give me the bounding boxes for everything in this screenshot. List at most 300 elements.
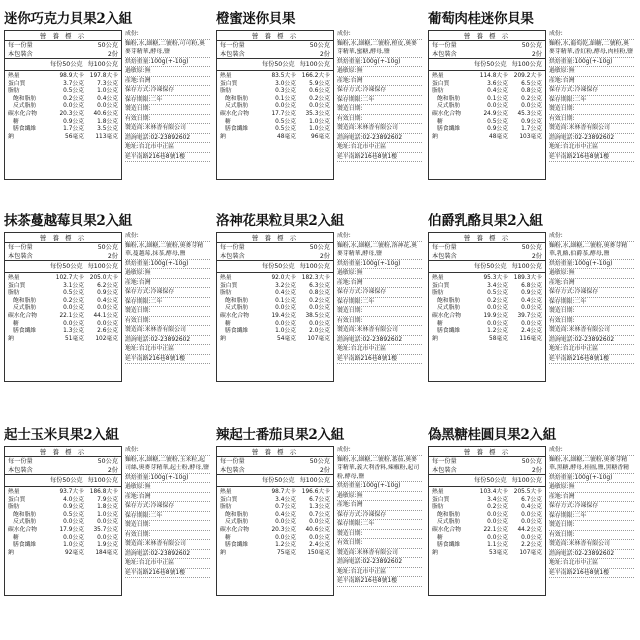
nutrient-per-100g: 0.0公克 (521, 305, 542, 312)
nutrient-per-100g: 102毫克 (95, 335, 118, 342)
product-title: 偽黑糖桂圓貝果2入組 (428, 427, 556, 443)
nutrient-per-serving: 0.0公克 (63, 320, 84, 327)
per-pack-label: 本包裝含 (220, 51, 245, 58)
nutrient-per-100g: 0.9公克 (521, 290, 542, 297)
column-per-100g: 每100公克 (87, 477, 118, 484)
per-pack-value: 2份 (319, 51, 330, 58)
nutrient-per-serving: 3.7公克 (63, 80, 84, 87)
nutrient-per-serving: 0.7公克 (275, 504, 296, 511)
info-line: 有效日期: (549, 531, 634, 541)
column-per-serving: 每份50公克 (50, 477, 83, 484)
info-line: 麵粉,水,細糖,二號粉,玉米粒,起司絲,奧麥芽精華,起士粉,酵母,鹽 (125, 456, 210, 474)
nutrient-row (429, 134, 545, 142)
nutrient-per-serving: 3.1公克 (63, 282, 84, 289)
nutrient-per-100g: 6.2公克 (97, 282, 118, 289)
nutrient-list (217, 487, 333, 557)
nutrient-name: 糖 (437, 320, 443, 327)
per-pack-value: 2份 (531, 253, 542, 260)
column-per-100g: 每100公克 (511, 61, 542, 68)
nutrient-name: 脂肪 (220, 290, 232, 297)
nutrient-per-serving: 0.9公克 (63, 118, 84, 125)
product-info (549, 30, 634, 180)
info-line: 保存方式:冷凍保存 (125, 288, 210, 298)
nutrient-per-100g: 197.8大卡 (89, 73, 118, 79)
nutrient-per-100g: 6.8公克 (521, 282, 542, 289)
nutrient-per-100g: 0.4公克 (97, 297, 118, 304)
nutrient-per-serving: 95.3大卡 (483, 275, 508, 281)
nutrient-per-serving: 0.0公克 (275, 519, 296, 526)
nutrient-row (217, 290, 333, 298)
nutrient-name: 膳食纖維 (437, 328, 461, 335)
nutrient-row (5, 336, 121, 344)
info-line: 製造商:米林香有限公司 (337, 326, 422, 336)
nutrient-row (217, 313, 333, 321)
nutrient-per-100g: 2.2公克 (521, 542, 542, 549)
product-label (4, 424, 210, 600)
nutrient-name: 飽和脂肪 (225, 95, 249, 102)
column-per-100g: 每100公克 (511, 477, 542, 484)
per-pack-label: 本包裝含 (8, 253, 33, 260)
nutrient-row (5, 88, 121, 96)
info-line: 保存期限:二年 (337, 520, 422, 530)
nutrient-name: 熱量 (220, 275, 232, 281)
info-line: 延平南路216巷8號1樓 (549, 569, 634, 579)
nutrient-per-serving: 102.7大卡 (55, 275, 84, 281)
product-title: 伯爵乳酪貝果2入組 (428, 213, 543, 229)
nutrient-name: 脂肪 (8, 88, 20, 95)
nutrient-per-100g: 0.0公克 (309, 305, 330, 312)
label-panel (216, 446, 422, 596)
product-label (216, 210, 422, 386)
info-line: 烘焙重量:100g(+-10g) (337, 482, 422, 492)
nutrient-per-serving: 0.0公克 (487, 320, 508, 327)
nutrient-name: 熱量 (8, 489, 20, 495)
info-line: 麵粉,水,細糖,二號粉,橙皮,奧麥芽精華,蜜糖,酵母,鹽 (337, 40, 422, 58)
nutrient-per-serving: 0.2公克 (63, 297, 84, 304)
nutrient-row (5, 519, 121, 527)
serving-size-row (429, 457, 545, 466)
nutrient-row (429, 328, 545, 336)
nutrient-per-100g: 0.9公克 (97, 290, 118, 297)
servings-per-pack-row (5, 50, 121, 59)
product-title: 起士玉米貝果2入組 (4, 427, 119, 443)
label-panel (4, 446, 210, 596)
nutrient-per-serving: 0.0公克 (63, 534, 84, 541)
column-header (5, 261, 121, 273)
nutrient-per-serving: 0.3公克 (275, 88, 296, 95)
nutrient-per-serving: 56毫克 (65, 133, 84, 140)
nutrient-name: 碳水化合物 (220, 526, 249, 533)
info-line: 麵粉,水,葡萄乾,細糖,二號粉,奧麥芽精華,香紅粉,酵母,肉桂粉,鹽 (549, 40, 634, 58)
nutrient-per-100g: 39.7公克 (517, 312, 542, 319)
column-per-100g: 每100公克 (299, 263, 330, 270)
nutrient-list (429, 487, 545, 557)
nutrient-per-100g: 0.0公克 (521, 519, 542, 526)
servings-per-pack-row (5, 252, 121, 261)
info-line: 保存期限:二年 (549, 298, 634, 308)
column-header (217, 475, 333, 487)
nutrient-per-100g: 1.0公克 (309, 126, 330, 133)
nutrient-per-serving: 19.4公克 (271, 312, 296, 319)
nutrient-name: 鈉 (8, 133, 14, 140)
info-line: 地址:台北市中正區 (337, 568, 422, 578)
nutrient-name: 脂肪 (8, 504, 20, 511)
label-panel (4, 30, 210, 180)
serving-size-row (5, 243, 121, 252)
per-pack-value: 2份 (107, 51, 118, 58)
info-line: 有效日期: (337, 115, 422, 125)
servings-per-pack-row (429, 252, 545, 261)
nutrient-per-100g: 5.9公克 (309, 80, 330, 87)
nutrient-per-serving: 54毫克 (277, 335, 296, 342)
info-line: 地址:台北市中正區 (549, 345, 634, 355)
nutrient-per-serving: 1.0公克 (275, 328, 296, 335)
nutrient-per-serving: 20.3公克 (271, 526, 296, 533)
per-pack-value: 2份 (531, 467, 542, 474)
nutrient-per-serving: 3.4公克 (487, 282, 508, 289)
info-line: 成份: (125, 232, 210, 242)
nutrient-name: 鈉 (8, 549, 14, 556)
info-line: 過敏原:無 (337, 67, 422, 77)
info-line: 延平南路216巷8號1樓 (125, 355, 210, 365)
info-line: 烘焙重量:100g(+-10g) (125, 58, 210, 68)
nutrient-row (5, 489, 121, 497)
serving-size-row (217, 41, 333, 50)
info-line: 成份: (125, 446, 210, 456)
nutrient-row (429, 542, 545, 550)
nutrient-name: 糖 (225, 118, 231, 125)
info-line: 有效日期: (337, 317, 422, 327)
nutrient-name: 膳食纖維 (225, 542, 249, 549)
nutrient-per-serving: 22.1公克 (483, 526, 508, 533)
column-per-100g: 每100公克 (511, 263, 542, 270)
nutrient-row (5, 73, 121, 81)
nutrient-per-serving: 53毫克 (489, 549, 508, 556)
nutrient-name: 脂肪 (432, 88, 444, 95)
nutrient-row (217, 542, 333, 550)
nutrient-per-100g: 0.0公克 (521, 320, 542, 327)
nutrient-per-serving: 0.0公克 (275, 534, 296, 541)
nutrient-per-100g: 1.9公克 (97, 542, 118, 549)
nutrient-row (5, 542, 121, 550)
info-line: 成份: (549, 30, 634, 40)
nutrient-name: 飽和脂肪 (13, 95, 37, 102)
nutrient-name: 熱量 (8, 73, 20, 79)
info-line: 有效日期: (549, 317, 634, 327)
nutrient-per-serving: 3.6公克 (487, 80, 508, 87)
nutrient-row (5, 103, 121, 111)
nutrient-name: 鈉 (8, 335, 14, 342)
nutrient-per-100g: 96毫克 (311, 133, 330, 140)
info-line: 保存期限:二年 (337, 96, 422, 106)
info-line: 麵粉,水,細糖,二號粉,奧麥芽精華,黑糖,酵母,桂圓,鹽,黑糖香精 (549, 456, 634, 474)
servings-per-pack-row (217, 466, 333, 475)
nutrient-per-serving: 0.2公克 (487, 504, 508, 511)
nutrient-per-serving: 0.5公克 (63, 290, 84, 297)
nutrient-row (217, 328, 333, 336)
nutrient-name: 鈉 (220, 549, 226, 556)
info-line: 製造商:米林香有限公司 (549, 326, 634, 336)
nutrient-per-100g: 38.5公克 (305, 312, 330, 319)
info-line: 製造商:米林香有限公司 (125, 326, 210, 336)
info-line: 有效日期: (125, 317, 210, 327)
per-pack-label: 本包裝含 (8, 467, 33, 474)
info-line: 保存方式:冷凍保存 (125, 86, 210, 96)
nutrient-name: 糖 (13, 320, 19, 327)
info-line: 烘焙重量:100g(+-10g) (125, 260, 210, 270)
nutrition-header: 營 養 標 示 (429, 447, 545, 457)
product-info (549, 446, 634, 596)
nutrient-name: 蛋白質 (220, 496, 238, 503)
nutrient-per-100g: 0.4公克 (521, 297, 542, 304)
info-line: 延平南路216巷8號1樓 (337, 153, 422, 163)
nutrient-name: 飽和脂肪 (13, 297, 37, 304)
nutrient-per-100g: 1.0公克 (309, 118, 330, 125)
nutrient-per-serving: 1.0公克 (63, 542, 84, 549)
nutrient-name: 反式脂肪 (13, 305, 37, 312)
nutrient-row (217, 489, 333, 497)
nutrient-per-serving: 0.0公克 (63, 103, 84, 110)
serving-size-row (217, 457, 333, 466)
info-line: 諮詢電話:02-23892602 (549, 336, 634, 346)
info-line: 諮詢電話:02-23892602 (337, 336, 422, 346)
info-line: 成份: (549, 232, 634, 242)
nutrient-per-100g: 44.2公克 (517, 526, 542, 533)
nutrient-per-100g: 2.4公克 (521, 328, 542, 335)
info-line: 製造日期: (337, 530, 422, 540)
nutrient-per-serving: 0.5公克 (487, 118, 508, 125)
info-line: 保存期限:二年 (549, 512, 634, 522)
info-line: 產地:台灣 (125, 77, 210, 87)
column-header (217, 261, 333, 273)
serving-value: 50公克 (97, 244, 118, 251)
nutrient-per-serving: 0.0公克 (487, 511, 508, 518)
serving-value: 50公克 (309, 458, 330, 465)
nutrient-per-serving: 3.0公克 (275, 80, 296, 87)
info-line: 過敏原:無 (125, 269, 210, 279)
nutrient-per-100g: 2.6公克 (97, 328, 118, 335)
info-line: 諮詢電話:02-23892602 (125, 550, 210, 560)
info-line: 延平南路216巷8號1樓 (549, 153, 634, 163)
nutrient-per-100g: 113毫克 (95, 133, 118, 140)
info-line: 延平南路216巷8號1樓 (125, 153, 210, 163)
info-line: 麵粉,水,細糖,二號粉,奧麥芽精華,蔓越莓,抹茶,酵母,鹽 (125, 242, 210, 260)
nutrient-per-serving: 98.7大卡 (271, 489, 296, 495)
nutrient-per-serving: 0.5公克 (63, 88, 84, 95)
nutrient-per-serving: 0.5公克 (487, 290, 508, 297)
label-panel (4, 232, 210, 382)
nutrient-name: 反式脂肪 (225, 103, 249, 110)
info-line: 產地:台灣 (337, 77, 422, 87)
info-line: 有效日期: (549, 115, 634, 125)
nutrient-name: 鈉 (432, 335, 438, 342)
nutrient-row (429, 313, 545, 321)
per-pack-label: 本包裝含 (432, 51, 457, 58)
nutrient-name: 碳水化合物 (8, 110, 37, 117)
info-line: 製造商:米林香有限公司 (125, 124, 210, 134)
nutrient-per-serving: 93.7大卡 (59, 489, 84, 495)
nutrient-name: 糖 (225, 320, 231, 327)
nutrient-name: 膳食纖維 (13, 542, 37, 549)
nutrition-table (216, 446, 334, 596)
nutrient-name: 飽和脂肪 (225, 511, 249, 518)
product-info (125, 30, 210, 180)
nutrition-table (216, 232, 334, 382)
nutrient-per-100g: 7.9公克 (97, 496, 118, 503)
nutrition-header: 營 養 標 示 (5, 447, 121, 457)
info-line: 保存方式:冷凍保存 (549, 288, 634, 298)
column-per-100g: 每100公克 (87, 263, 118, 270)
per-pack-value: 2份 (319, 467, 330, 474)
nutrient-row (217, 504, 333, 512)
nutrient-name: 糖 (225, 534, 231, 541)
nutrient-name: 蛋白質 (220, 80, 238, 87)
info-line: 過敏原:無 (125, 483, 210, 493)
nutrient-name: 鈉 (220, 335, 226, 342)
nutrition-table (4, 446, 122, 596)
nutrient-row (217, 275, 333, 283)
nutrient-row (217, 111, 333, 119)
nutrient-list (429, 71, 545, 141)
nutrient-per-100g: 0.2公克 (521, 95, 542, 102)
nutrient-name: 碳水化合物 (8, 526, 37, 533)
nutrient-per-serving: 0.1公克 (487, 95, 508, 102)
serving-value: 50公克 (97, 458, 118, 465)
nutrient-per-100g: 103毫克 (519, 133, 542, 140)
nutrient-per-serving: 0.0公克 (275, 320, 296, 327)
column-per-serving: 每份50公克 (50, 61, 83, 68)
info-line: 過敏原:無 (549, 67, 634, 77)
nutrient-per-serving: 0.5公克 (63, 511, 84, 518)
nutrient-row (5, 313, 121, 321)
nutrient-per-100g: 3.5公克 (97, 126, 118, 133)
per-pack-label: 本包裝含 (432, 467, 457, 474)
product-title: 迷你巧克力貝果2入組 (4, 11, 132, 27)
product-title: 葡萄肉桂迷你貝果 (428, 11, 534, 27)
nutrient-per-100g: 0.2公克 (309, 95, 330, 102)
nutrient-per-100g: 2.0公克 (309, 328, 330, 335)
product-info (549, 232, 634, 382)
nutrient-row (5, 328, 121, 336)
product-label (216, 424, 422, 600)
info-line: 產地:台灣 (549, 279, 634, 289)
nutrient-per-serving: 0.9公克 (63, 504, 84, 511)
nutrient-name: 熱量 (220, 73, 232, 79)
nutrient-per-100g: 0.8公克 (521, 88, 542, 95)
serving-value: 50公克 (309, 42, 330, 49)
nutrient-list (5, 273, 121, 343)
product-title: 抹茶蔓越莓貝果2入組 (4, 213, 132, 229)
nutrient-per-100g: 0.0公克 (521, 103, 542, 110)
nutrition-table (428, 30, 546, 180)
info-line: 產地:台灣 (337, 279, 422, 289)
info-line: 烘焙重量:100g(+-10g) (549, 58, 634, 68)
nutrient-per-serving: 0.0公克 (487, 534, 508, 541)
label-panel (216, 232, 422, 382)
product-label (4, 210, 210, 386)
nutrient-per-100g: 1.0公克 (97, 88, 118, 95)
column-per-100g: 每100公克 (87, 61, 118, 68)
info-line: 保存方式:冷凍保存 (549, 502, 634, 512)
info-line: 製造日期: (125, 521, 210, 531)
serving-label: 每一份量 (432, 42, 457, 49)
nutrient-per-serving: 20.3公克 (59, 110, 84, 117)
nutrient-name: 蛋白質 (220, 282, 238, 289)
nutrition-header: 營 養 標 示 (217, 447, 333, 457)
nutrient-per-serving: 0.0公克 (487, 519, 508, 526)
label-panel (216, 30, 422, 180)
info-line: 產地:台灣 (337, 501, 422, 511)
servings-per-pack-row (429, 50, 545, 59)
info-line: 諮詢電話:02-23892602 (549, 550, 634, 560)
nutrient-per-serving: 1.2公克 (275, 542, 296, 549)
nutrient-name: 蛋白質 (8, 496, 26, 503)
info-line: 過敏原:無 (337, 492, 422, 502)
product-info (337, 232, 422, 382)
nutrient-name: 糖 (13, 118, 19, 125)
serving-value: 50公克 (97, 42, 118, 49)
nutrient-per-100g: 189.3大卡 (513, 275, 542, 281)
nutrient-list (5, 71, 121, 141)
nutrient-row (429, 290, 545, 298)
column-header (429, 475, 545, 487)
info-line: 諮詢電話:02-23892602 (549, 134, 634, 144)
serving-label: 每一份量 (8, 458, 33, 465)
info-line: 產地:台灣 (125, 279, 210, 289)
serving-size-row (217, 243, 333, 252)
nutrient-row (217, 88, 333, 96)
info-line: 地址:台北市中正區 (125, 559, 210, 569)
label-panel (428, 232, 634, 382)
nutrient-per-serving: 92.0大卡 (271, 275, 296, 281)
info-line: 地址:台北市中正區 (337, 143, 422, 153)
nutrient-per-serving: 17.9公克 (59, 526, 84, 533)
nutrition-header: 營 養 標 示 (429, 31, 545, 41)
nutrient-row (429, 305, 545, 313)
nutrient-name: 糖 (437, 534, 443, 541)
info-line: 製造商:米林香有限公司 (549, 540, 634, 550)
nutrient-per-100g: 1.8公克 (97, 118, 118, 125)
product-info (337, 30, 422, 180)
info-line: 產地:台灣 (125, 493, 210, 503)
nutrient-name: 膳食纖維 (437, 126, 461, 133)
info-line: 地址:台北市中正區 (337, 345, 422, 355)
nutrient-per-serving: 51毫克 (65, 335, 84, 342)
info-line: 製造日期: (549, 307, 634, 317)
serving-value: 50公克 (521, 42, 542, 49)
product-title: 橙蜜迷你貝果 (216, 11, 296, 27)
per-pack-label: 本包裝含 (432, 253, 457, 260)
info-line: 保存期限:二年 (125, 298, 210, 308)
info-line: 有效日期: (337, 539, 422, 549)
nutrition-table (4, 232, 122, 382)
info-line: 有效日期: (125, 531, 210, 541)
nutrient-per-serving: 1.2公克 (487, 328, 508, 335)
column-header (5, 59, 121, 71)
nutrition-table (428, 232, 546, 382)
nutrient-per-100g: 40.6公克 (305, 526, 330, 533)
nutrient-per-serving: 0.9公克 (487, 126, 508, 133)
info-line: 諮詢電話:02-23892602 (337, 134, 422, 144)
nutrient-per-100g: 186.8大卡 (89, 489, 118, 495)
nutrient-row (217, 103, 333, 111)
nutrient-name: 膳食纖維 (13, 328, 37, 335)
product-label (4, 8, 210, 184)
nutrient-per-serving: 17.7公克 (271, 110, 296, 117)
nutrition-table (216, 30, 334, 180)
nutrition-table (4, 30, 122, 180)
nutrient-row (429, 88, 545, 96)
